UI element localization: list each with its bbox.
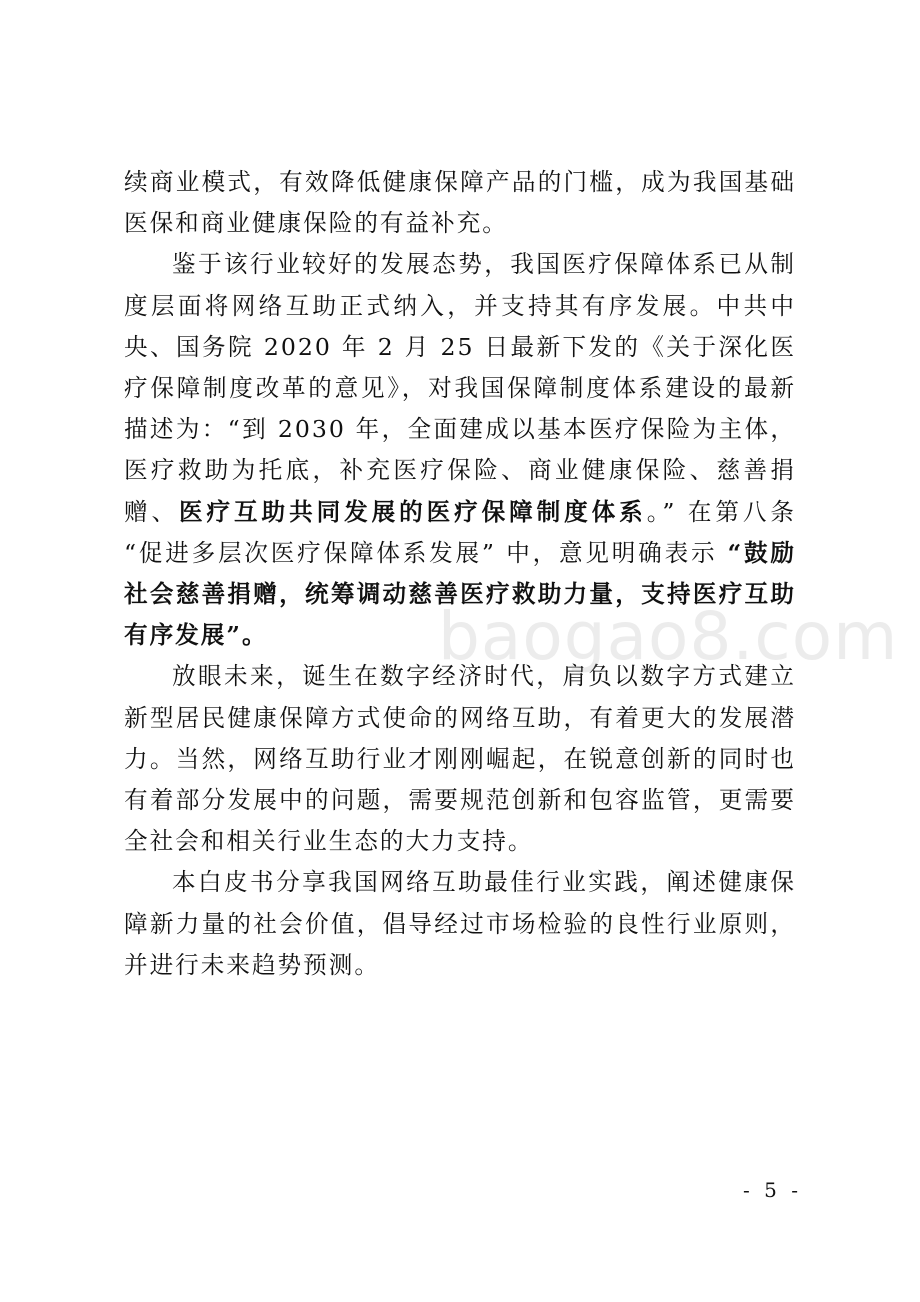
paragraph-1-text: 续商业模式，有效降低健康保障产品的门槛，成为我国基础医保和商业健康保险的有益补充。	[124, 168, 796, 238]
paragraph-2-bold-quote: “鼓励社会慈善捐赠，统筹调动慈善医疗救助力量，支持医疗互助有序发展”。	[124, 538, 797, 650]
page-number: - 5 -	[743, 1178, 802, 1202]
paragraph-2-bold-system: 医疗互助共同发展的医疗保障制度体系	[179, 497, 647, 526]
paragraph-4-text: 本白皮书分享我国网络互助最佳行业实践，阐述健康保障新力量的社会价值，倡导经过市场检验的良性行业原则，并进行未来趋势预测。	[124, 868, 796, 979]
paragraph-whitepaper	[124, 862, 796, 986]
paragraph-3-text: 放眼未来，诞生在数字经济时代，肩负以数字方式建立新型居民健康保障方式使命的网络互助，有着更大的发展潜力。当然，网络互助行业才刚刚崛起，在锐意创新的同时也有着部分发展中的问题，需要规范创新和包容监管，更需要全社会和相关行业生态的大力支持。	[124, 662, 796, 856]
paragraph-policy	[124, 244, 796, 656]
paragraph-outlook	[124, 656, 796, 862]
watermark: baogao8.com	[438, 598, 899, 675]
document-body	[124, 162, 796, 986]
paragraph-continuation	[124, 162, 796, 244]
paragraph-2-text: 鉴于该行业较好的发展态势，我国医疗保障体系已从制度层面将网络互助正式纳入，并支持其有序发展。中共中央、国务院 2020 年 2 月 25 日最新下发的《关于深化医疗保障制度改革的意见》，对我国保障制度体系建设的最新描述为：“到 2030 年，全面建成以基本医疗保险为主体，医疗救助为托底，补充医疗保险、商业健康保险、慈善捐赠、	[124, 250, 796, 526]
paragraph-2-text-continued: 。” 在第八条 “促进多层次医疗保障体系发展” 中，意见明确表示	[124, 497, 797, 567]
